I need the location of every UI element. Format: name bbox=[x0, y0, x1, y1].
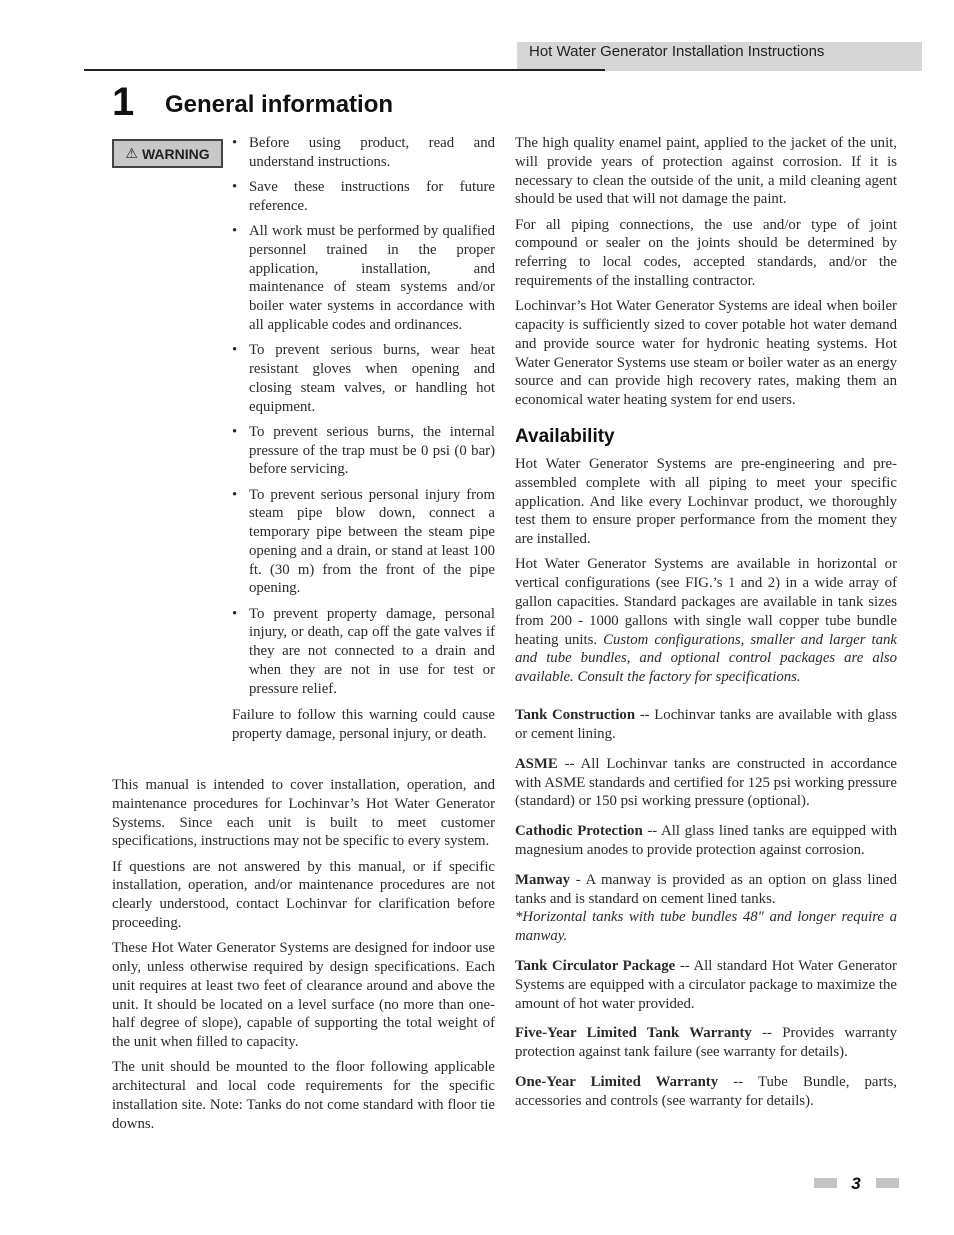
chapter-title: General information bbox=[165, 91, 394, 118]
warning-triangle-icon: ⚠ bbox=[125, 145, 138, 161]
feature-label: Cathodic Protection bbox=[515, 823, 643, 840]
feature-item bbox=[515, 706, 897, 744]
warning-badge-label: WARNING bbox=[141, 145, 210, 162]
warning-bullet-text: To prevent serious burns, wear heat resistant gloves when opening and closing steam valves, or handling hot equipment. bbox=[249, 342, 495, 415]
feature-text: -- Provides warranty protection against tank failure (see warranty for details). bbox=[515, 1025, 897, 1061]
feature-label: Tank Circulator Package bbox=[515, 958, 676, 975]
warning-bullet-text: Save these instructions for future reference. bbox=[249, 178, 495, 214]
warning-bullet: • To prevent serious burns, the internal pressure of the trap must be 0 psi (0 bar) before servicing. bbox=[232, 423, 495, 478]
feature-item bbox=[515, 957, 897, 1013]
feature-label: Manway bbox=[515, 871, 571, 888]
chapter-number: 1 bbox=[112, 80, 135, 124]
feature-label: ASME bbox=[515, 755, 558, 772]
paragraph bbox=[515, 555, 897, 687]
availability-heading: Availability bbox=[515, 425, 615, 447]
feature-note: *Horizontal tanks with tube bundles 48" and longer require a manway. bbox=[515, 909, 897, 945]
page-number: 3 bbox=[851, 1174, 861, 1193]
running-header-title: Hot Water Generator Installation Instructions bbox=[529, 43, 825, 60]
warning-bullet-text: To prevent serious personal injury from steam pipe blow down, connect a temporary pipe between the steam pipe opening and a drain, or stand at least 100 ft. (30 m) from the front of the pipe opening. bbox=[249, 486, 495, 597]
paragraph: Hot Water Generator Systems are pre-engineering and pre-assembled complete with all piping to meet your specific application. And like every Lochinvar product, we thoroughly test them to ensure proper performance from the moment they are installed. bbox=[515, 455, 897, 548]
feature-label: Tank Construction bbox=[515, 707, 636, 724]
feature-text: -- All glass lined tanks are equipped with magnesium anodes to provide protection against corrosion. bbox=[515, 823, 897, 859]
paragraph: These Hot Water Generator Systems are designed for indoor use only, unless otherwise required by design specifications. Each unit requires at least two feet of clearance around and above the unit. It should be located on a level surface (no more than one-half degree of slope), capable of supporting the total weight of the unit when filled to capacity. bbox=[112, 940, 495, 1051]
warning-badge bbox=[112, 139, 223, 168]
feature-label: Five-Year Limited Tank Warranty bbox=[515, 1025, 752, 1042]
feature-text: -- All standard Hot Water Generator Systems are equipped with a circulator package to maximize the amount of hot water provided. bbox=[515, 958, 897, 1012]
paragraph: Lochinvar’s Hot Water Generator Systems are ideal when boiler capacity is sufficiently sized to cover potable hot water demand and provide source water for hydronic heating systems. Hot Water Generator Systems use steam or boiler water as an energy source and can provide high recovery rates, making them an economical water heating system for end users. bbox=[515, 298, 897, 409]
warning-bullet: • To prevent serious burns, wear heat resistant gloves when opening and closing steam valves, or handling hot equipment. bbox=[232, 342, 495, 415]
paragraph: This manual is intended to cover installation, operation, and maintenance procedures for Lochinvar’s Hot Water Generator Systems. Since each unit is built to meet customer specifications, instructions may not be specific to every system. bbox=[112, 777, 495, 850]
paragraph: The unit should be mounted to the floor following applicable architectural and local code requirements for the specific installation site. Note: Tanks do not come standard with floor tie downs. bbox=[112, 1059, 495, 1132]
warning-bullet: • To prevent property damage, personal injury, or death, cap off the gate valves if they are not connected to a drain and when they are not in use for test or pressure relief. bbox=[232, 605, 495, 697]
feature-item bbox=[515, 871, 897, 946]
footer-bar-right bbox=[876, 1178, 899, 1188]
availability-text: Hot Water Generator Systems are available in horizontal or vertical configurations (see FIG.’s 1 and 2) in a wide array of gallon capacities. Standard packages are available in tank sizes from 200 - 1000 gallons with single wall copper tube bundle heating units. bbox=[515, 556, 897, 648]
warning-bullet: • Save these instructions for future reference. bbox=[232, 178, 495, 214]
warning-footer: Failure to follow this warning could cause property damage, personal injury, or death. bbox=[232, 707, 495, 742]
feature-text: -- Tube Bundle, parts, accessories and controls (see warranty for details). bbox=[515, 1074, 897, 1109]
footer-bar-left bbox=[814, 1178, 837, 1188]
feature-item bbox=[515, 1024, 897, 1062]
feature-label: One-Year Limited Warranty bbox=[515, 1074, 719, 1091]
right-column bbox=[515, 134, 897, 1122]
warning-bullet-text: All work must be performed by qualified personnel trained in the proper application, installation, and maintenance of steam systems and/or boiler water systems in accordance with all applicable codes and ordinances. bbox=[249, 222, 495, 333]
warning-bullet: • All work must be performed by qualified personnel trained in the proper application, installation, and maintenance of steam systems and/or boiler water systems in accordance with all applicable codes and ordinances. bbox=[232, 222, 495, 333]
header-rule bbox=[84, 69, 605, 71]
paragraph: For all piping connections, the use and/or type of joint compound or sealer on the joints should be determined by referring to local codes, accepted standards, and/or the requirements of the installing contractor. bbox=[515, 216, 897, 289]
warning-bullet-text: To prevent serious burns, the internal pressure of the trap must be 0 psi (0 bar) before servicing. bbox=[249, 423, 495, 478]
warning-bullet: • To prevent serious personal injury from steam pipe blow down, connect a temporary pipe between the steam pipe opening and a drain, or stand at least 100 ft. (30 m) from the front of the pipe opening. bbox=[232, 486, 495, 597]
feature-text: -- All Lochinvar tanks are constructed in accordance with ASME standards and certified for 125 psi working pressure (standard) or 150 psi working pressure (optional). bbox=[515, 755, 897, 810]
feature-item bbox=[515, 755, 897, 811]
feature-item bbox=[515, 1073, 897, 1111]
warning-bullet: • Before using product, read and understand instructions. bbox=[232, 135, 495, 170]
paragraph: The high quality enamel paint, applied to the jacket of the unit, will provide years of protection against corrosion. If it is necessary to clean the outside of the unit, a mild cleaning agent should be used that will not damage the paint. bbox=[515, 135, 897, 208]
availability-italic-note: Custom configurations, smaller and larger tank and tube bundles, and optional control packages are also available. Consult the factory for specifications. bbox=[515, 631, 897, 686]
feature-text: - A manway is provided as an option on glass lined tanks and is standard on cement lined tanks. bbox=[515, 871, 897, 907]
feature-text: -- Lochinvar tanks are available with glass or cement lining. bbox=[515, 707, 897, 743]
paragraph: If questions are not answered by this manual, or if specific installation, operation, and/or maintenance procedures are not clearly understood, contact Lochinvar for clarification before proceeding. bbox=[112, 858, 495, 931]
warning-bullet-text: To prevent property damage, personal injury, or death, cap off the gate valves if they are not connected to a drain and when they are not in use for test or pressure relief. bbox=[249, 605, 495, 697]
feature-item bbox=[515, 822, 897, 860]
warning-list bbox=[230, 134, 495, 705]
warning-bullet-text: Before using product, read and understand instructions. bbox=[249, 135, 495, 170]
intro-left-column bbox=[112, 776, 495, 1140]
